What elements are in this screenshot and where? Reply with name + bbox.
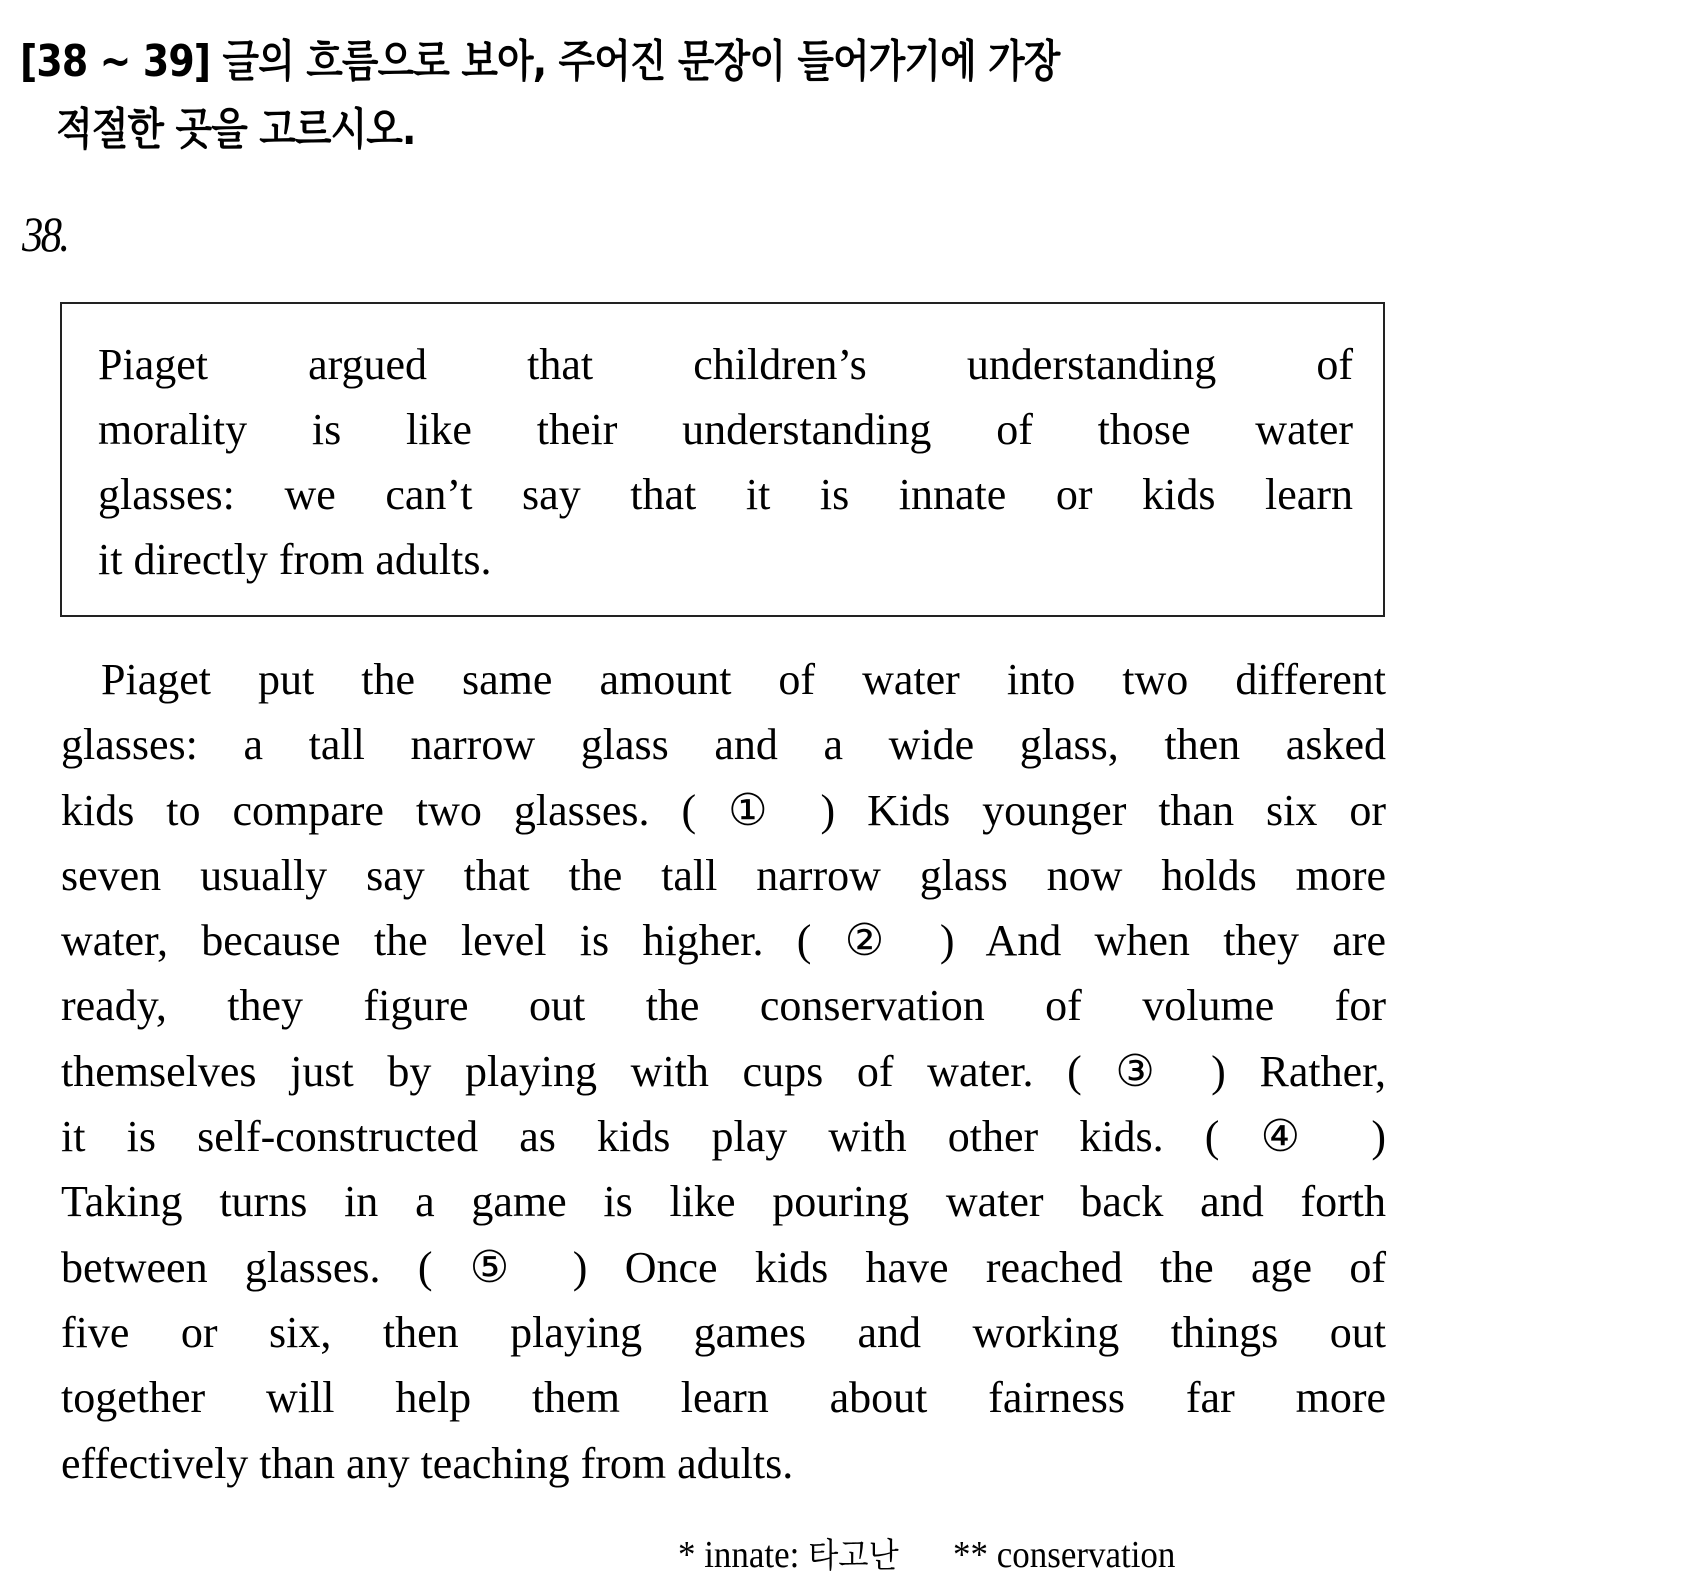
passage-line: ready, they figure out the conservation of volume for <box>61 981 1386 1031</box>
passage-line: Piaget put the same amount of water into two different <box>101 655 1386 704</box>
passage-line: kids to compare two glasses. ( ① ) Kids younger than six or <box>61 785 1386 835</box>
passage-line: Taking turns in a game is like pouring water back and forth <box>61 1177 1386 1227</box>
passage <box>61 647 1386 1496</box>
passage-line: five or six, then playing games and working things out <box>61 1307 1386 1357</box>
instruction-line-1: [38 ~ 39] 글의 흐름으로 보아, 주어진 문장이 들어가기에 가장 <box>20 36 1060 87</box>
passage-line: between glasses. ( ⑤ ) Once kids have reached the age of <box>61 1242 1386 1292</box>
footnote-mark-1: * <box>678 1534 696 1576</box>
instruction-line-2: 적절한 곳을 고르시오. <box>56 104 416 155</box>
footnote-term-2: conservation <box>996 1534 1176 1576</box>
given-sentence-line: it directly from adults. <box>98 535 492 584</box>
given-sentence-line: Piaget argued that children’s understanding of <box>98 340 1353 389</box>
passage-line: themselves just by playing with cups of water. ( ③ ) Rather, <box>61 1046 1386 1096</box>
footnote-mark-2: ** <box>953 1534 988 1576</box>
passage-line: it is self-constructed as kids play with other kids. ( ④ ) <box>61 1112 1386 1162</box>
footnotes <box>678 1528 1175 1577</box>
passage-line: seven usually say that the tall narrow glass now holds more <box>61 850 1386 900</box>
given-sentence-box <box>60 302 1385 617</box>
question-number: 38. <box>22 206 68 262</box>
given-sentence-line: morality is like their understanding of those water <box>98 405 1353 454</box>
passage-line: together will help them learn about fairness far more <box>61 1373 1386 1423</box>
footnote-term-1: innate: <box>704 1534 800 1576</box>
passage-line: effectively than any teaching from adults. <box>61 1438 794 1488</box>
given-sentence <box>98 332 1353 592</box>
given-sentence-line: glasses: we can’t say that it is innate or kids learn <box>98 470 1353 519</box>
instruction-text <box>20 28 1198 164</box>
passage-line: water, because the level is higher. ( ② ) And when they are <box>61 916 1386 966</box>
passage-line: glasses: a tall narrow glass and a wide glass, then asked <box>61 720 1386 770</box>
footnote-gloss-1: 타고난 <box>808 1536 899 1576</box>
